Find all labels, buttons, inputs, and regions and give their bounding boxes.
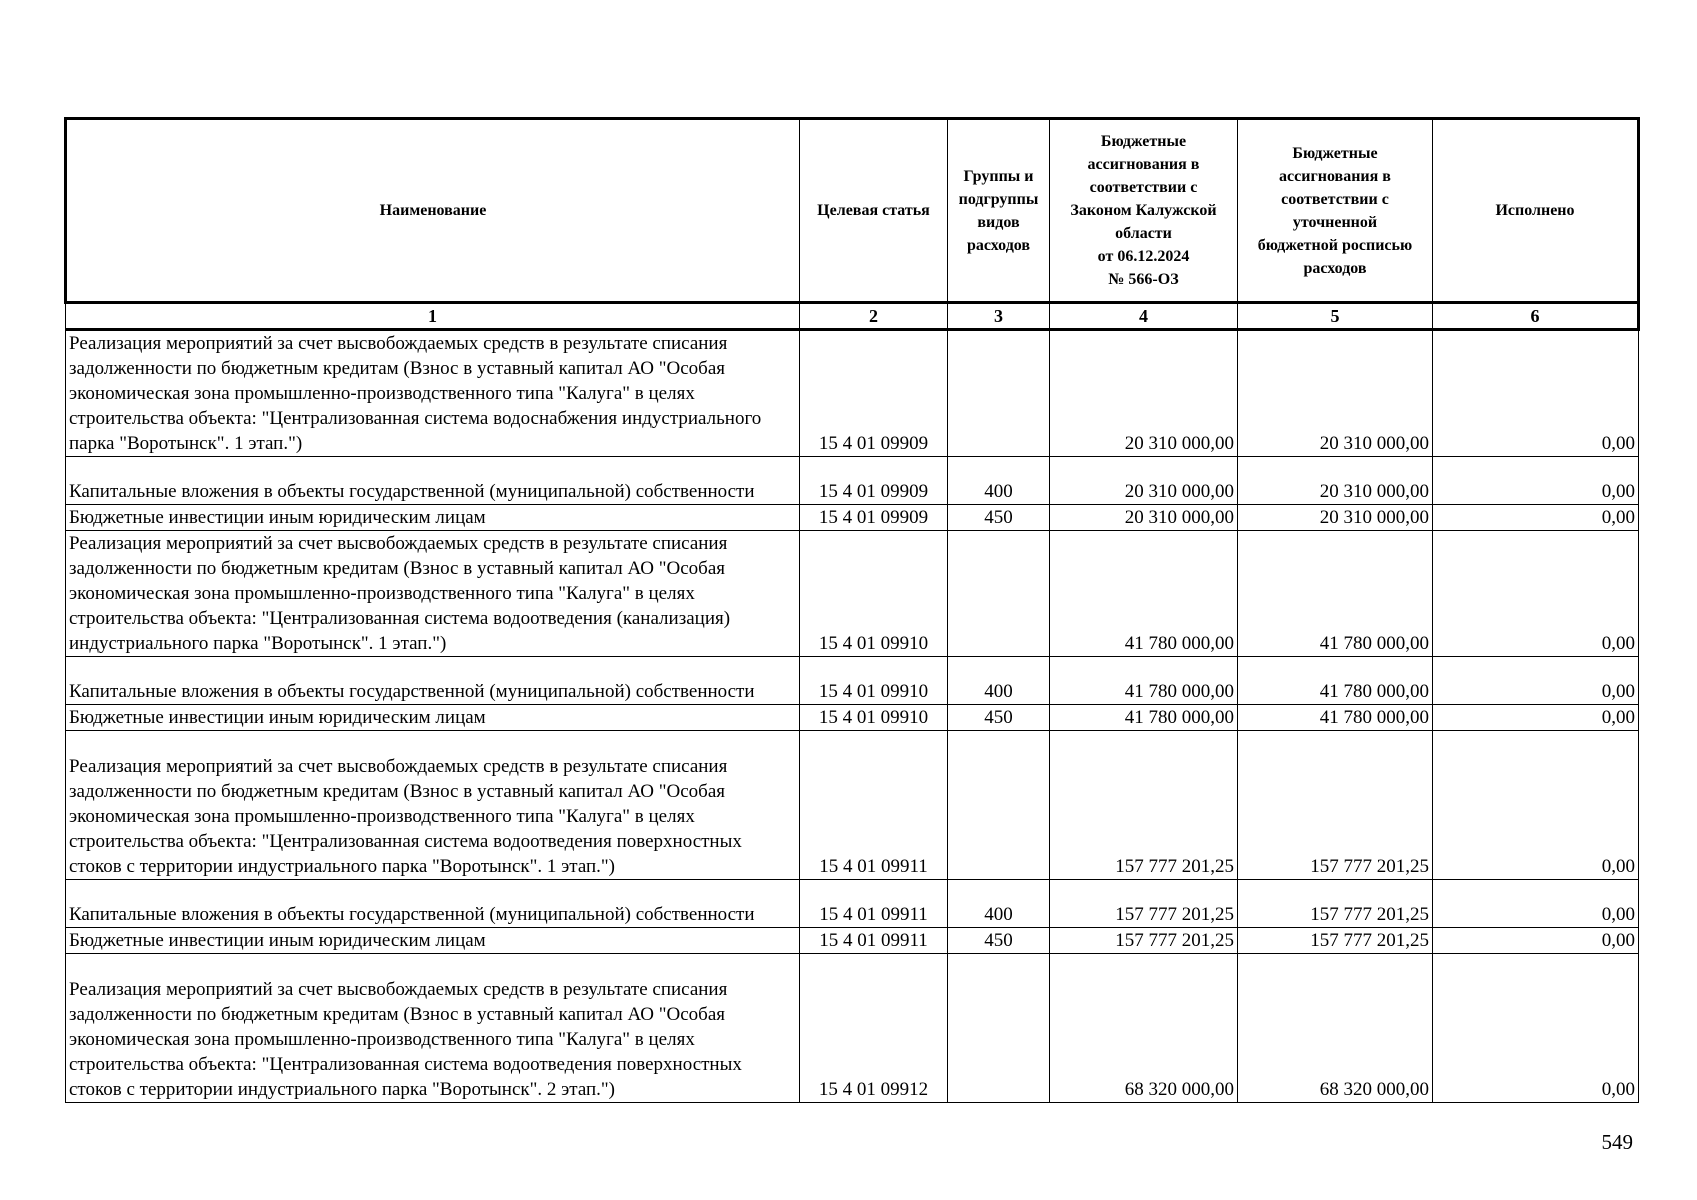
row-code: 15 4 01 09912 [800, 954, 948, 1103]
row-group: 450 [948, 705, 1050, 731]
row-refined-amount: 41 780 000,00 [1238, 705, 1433, 731]
row-name: Бюджетные инвестиции иным юридическим лицам [66, 928, 800, 954]
column-number: 5 [1238, 303, 1433, 330]
table-row [66, 531, 1639, 657]
row-group [948, 330, 1050, 457]
column-number: 3 [948, 303, 1050, 330]
row-name: Капитальные вложения в объекты государственной (муниципальной) собственности [66, 657, 800, 705]
row-law-amount: 157 777 201,25 [1050, 928, 1238, 954]
row-code: 15 4 01 09910 [800, 657, 948, 705]
row-refined-amount: 41 780 000,00 [1238, 657, 1433, 705]
header-law-appropriations: Бюджетные ассигнования в соответствии с Законом Калужской области от 06.12.2024 № 566-ОЗ [1050, 119, 1238, 303]
row-executed-amount: 0,00 [1433, 705, 1639, 731]
header-name: Наименование [66, 119, 800, 303]
row-code: 15 4 01 09910 [800, 705, 948, 731]
row-executed-amount: 0,00 [1433, 657, 1639, 705]
table-row [66, 954, 1639, 1103]
row-name: Реализация мероприятий за счет высвобождаемых средств в результате списания задолженности по бюджетным кредитам (Взнос в уставный капитал АО "Особая экономическая зона промышленно-производственного типа "Калуга" в целях строительства объекта: "Централизованная система водоотведения (канализация) индустриального парка "Воротынск". 1 этап.") [66, 531, 800, 657]
row-group [948, 731, 1050, 880]
row-executed-amount: 0,00 [1433, 880, 1639, 928]
row-executed-amount: 0,00 [1433, 505, 1639, 531]
row-code: 15 4 01 09911 [800, 880, 948, 928]
row-name: Реализация мероприятий за счет высвобождаемых средств в результате списания задолженности по бюджетным кредитам (Взнос в уставный капитал АО "Особая экономическая зона промышленно-производственного типа "Калуга" в целях строительства объекта: "Централизованная система водоснабжения индустриального парка "Воротынск". 1 этап.") [66, 330, 800, 457]
header-executed: Исполнено [1433, 119, 1639, 303]
column-number: 1 [66, 303, 800, 330]
row-executed-amount: 0,00 [1433, 457, 1639, 505]
row-law-amount: 41 780 000,00 [1050, 657, 1238, 705]
row-refined-amount: 157 777 201,25 [1238, 731, 1433, 880]
row-executed-amount: 0,00 [1433, 928, 1639, 954]
row-law-amount: 157 777 201,25 [1050, 880, 1238, 928]
table-row [66, 505, 1639, 531]
column-number: 2 [800, 303, 948, 330]
row-group: 400 [948, 457, 1050, 505]
budget-table [64, 117, 1640, 1103]
table-row [66, 928, 1639, 954]
row-group [948, 954, 1050, 1103]
row-refined-amount: 157 777 201,25 [1238, 880, 1433, 928]
table-row [66, 705, 1639, 731]
row-name: Бюджетные инвестиции иным юридическим лицам [66, 505, 800, 531]
column-number: 4 [1050, 303, 1238, 330]
row-code: 15 4 01 09909 [800, 457, 948, 505]
row-code: 15 4 01 09911 [800, 731, 948, 880]
row-refined-amount: 157 777 201,25 [1238, 928, 1433, 954]
row-executed-amount: 0,00 [1433, 531, 1639, 657]
row-executed-amount: 0,00 [1433, 954, 1639, 1103]
row-code: 15 4 01 09911 [800, 928, 948, 954]
row-executed-amount: 0,00 [1433, 731, 1639, 880]
row-refined-amount: 20 310 000,00 [1238, 457, 1433, 505]
row-refined-amount: 20 310 000,00 [1238, 330, 1433, 457]
table-row [66, 330, 1639, 457]
header-refined-appropriations: Бюджетные ассигнования в соответствии с уточненной бюджетной росписью расходов [1238, 119, 1433, 303]
row-law-amount: 41 780 000,00 [1050, 705, 1238, 731]
row-group: 400 [948, 880, 1050, 928]
page-number: 549 [1601, 1130, 1633, 1154]
row-code: 15 4 01 09909 [800, 330, 948, 457]
table-row [66, 731, 1639, 880]
row-name: Реализация мероприятий за счет высвобождаемых средств в результате списания задолженности по бюджетным кредитам (Взнос в уставный капитал АО "Особая экономическая зона промышленно-производственного типа "Калуга" в целях строительства объекта: "Централизованная система водоотведения поверхностных стоков с территории индустриального парка "Воротынск". 2 этап.") [66, 954, 800, 1103]
row-law-amount: 41 780 000,00 [1050, 531, 1238, 657]
row-law-amount: 68 320 000,00 [1050, 954, 1238, 1103]
column-number-row [66, 303, 1639, 330]
header-target-article: Целевая статья [800, 119, 948, 303]
header-row [66, 119, 1639, 303]
table-row [66, 880, 1639, 928]
row-group: 450 [948, 928, 1050, 954]
column-number: 6 [1433, 303, 1639, 330]
row-refined-amount: 41 780 000,00 [1238, 531, 1433, 657]
row-refined-amount: 68 320 000,00 [1238, 954, 1433, 1103]
row-group: 450 [948, 505, 1050, 531]
header-expense-groups: Группы и подгруппы видов расходов [948, 119, 1050, 303]
row-code: 15 4 01 09909 [800, 505, 948, 531]
row-group [948, 531, 1050, 657]
row-law-amount: 20 310 000,00 [1050, 330, 1238, 457]
row-group: 400 [948, 657, 1050, 705]
row-name: Бюджетные инвестиции иным юридическим лицам [66, 705, 800, 731]
table-row [66, 657, 1639, 705]
row-law-amount: 157 777 201,25 [1050, 731, 1238, 880]
row-law-amount: 20 310 000,00 [1050, 457, 1238, 505]
table-row [66, 457, 1639, 505]
row-name: Реализация мероприятий за счет высвобождаемых средств в результате списания задолженности по бюджетным кредитам (Взнос в уставный капитал АО "Особая экономическая зона промышленно-производственного типа "Калуга" в целях строительства объекта: "Централизованная система водоотведения поверхностных стоков с территории индустриального парка "Воротынск". 1 этап.") [66, 731, 800, 880]
row-executed-amount: 0,00 [1433, 330, 1639, 457]
row-name: Капитальные вложения в объекты государственной (муниципальной) собственности [66, 880, 800, 928]
row-code: 15 4 01 09910 [800, 531, 948, 657]
row-refined-amount: 20 310 000,00 [1238, 505, 1433, 531]
row-name: Капитальные вложения в объекты государственной (муниципальной) собственности [66, 457, 800, 505]
row-law-amount: 20 310 000,00 [1050, 505, 1238, 531]
